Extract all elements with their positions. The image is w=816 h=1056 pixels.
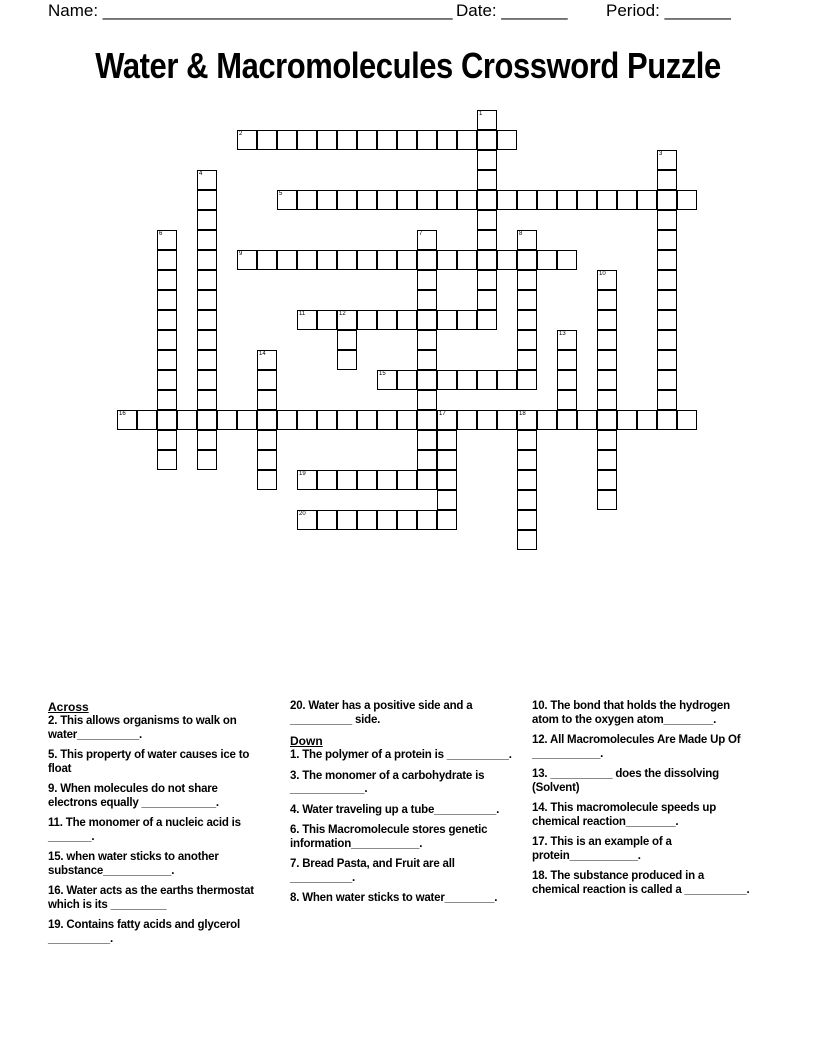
clue-number: 18. bbox=[532, 870, 548, 882]
crossword-cell[interactable] bbox=[157, 350, 177, 370]
crossword-cell[interactable] bbox=[657, 330, 677, 350]
clue-number: 2. bbox=[48, 715, 58, 727]
crossword-cell[interactable] bbox=[397, 470, 417, 490]
crossword-cell[interactable] bbox=[477, 210, 497, 230]
crossword-cell[interactable] bbox=[377, 510, 397, 530]
crossword-cell[interactable] bbox=[197, 250, 217, 270]
section-heading-down: Down bbox=[290, 734, 323, 748]
crossword-cell[interactable] bbox=[537, 250, 557, 270]
crossword-cell[interactable] bbox=[297, 510, 317, 530]
crossword-cell[interactable] bbox=[457, 250, 477, 270]
name-field-label[interactable]: Name: _____________________________________ bbox=[48, 1, 453, 20]
crossword-cell[interactable] bbox=[617, 190, 637, 210]
crossword-cell[interactable] bbox=[197, 450, 217, 470]
cell-number: 15 bbox=[379, 371, 386, 377]
clue-item bbox=[532, 836, 754, 863]
clue-item bbox=[532, 734, 754, 761]
clue-text: This Macromolecule stores genetic information___________. bbox=[290, 824, 488, 850]
clue-item bbox=[532, 768, 754, 795]
crossword-cell[interactable] bbox=[657, 390, 677, 410]
crossword-cell[interactable] bbox=[657, 230, 677, 250]
clue-item bbox=[290, 804, 512, 818]
crossword-cell[interactable] bbox=[677, 190, 697, 210]
crossword-cell[interactable] bbox=[377, 470, 397, 490]
crossword-cell[interactable] bbox=[357, 310, 377, 330]
crossword-cell[interactable] bbox=[497, 130, 517, 150]
period-field-label[interactable]: Period: _______ bbox=[606, 1, 731, 20]
crossword-cell[interactable] bbox=[317, 470, 337, 490]
crossword-cell[interactable] bbox=[157, 310, 177, 330]
cell-number: 5 bbox=[279, 191, 283, 197]
crossword-cell[interactable] bbox=[337, 250, 357, 270]
clue-item bbox=[48, 817, 270, 844]
crossword-cell[interactable] bbox=[537, 410, 557, 430]
crossword-cell[interactable] bbox=[377, 190, 397, 210]
clue-item bbox=[532, 700, 754, 727]
crossword-cell[interactable] bbox=[217, 410, 237, 430]
cell-number: 11 bbox=[299, 311, 306, 317]
crossword-cell[interactable] bbox=[477, 250, 497, 270]
crossword-cell[interactable] bbox=[417, 390, 437, 410]
crossword-cell[interactable] bbox=[597, 270, 617, 290]
crossword-cell[interactable] bbox=[517, 370, 537, 390]
crossword-cell[interactable] bbox=[417, 130, 437, 150]
crossword-cell[interactable] bbox=[517, 230, 537, 250]
crossword-cell[interactable] bbox=[437, 430, 457, 450]
crossword-cell[interactable] bbox=[437, 490, 457, 510]
page-title: Water & Macromolecules Crossword Puzzle bbox=[95, 45, 721, 86]
crossword-cell[interactable] bbox=[657, 410, 677, 430]
crossword-cell[interactable] bbox=[597, 390, 617, 410]
crossword-cell[interactable] bbox=[397, 190, 417, 210]
crossword-cell[interactable] bbox=[597, 370, 617, 390]
crossword-cell[interactable] bbox=[477, 170, 497, 190]
clue-text: This is an example of a protein___________. bbox=[532, 836, 672, 862]
crossword-cell[interactable] bbox=[517, 490, 537, 510]
crossword-cell[interactable] bbox=[417, 450, 437, 470]
crossword-cell[interactable] bbox=[437, 410, 457, 430]
clue-number: 4. bbox=[290, 803, 300, 816]
crossword-cell[interactable] bbox=[537, 190, 557, 210]
clue-text: __________ does the dissolving (Solvent) bbox=[532, 768, 719, 794]
crossword-cell[interactable] bbox=[557, 350, 577, 370]
clue-text: When molecules do not share electrons equally ____________. bbox=[48, 783, 219, 809]
crossword-cell[interactable] bbox=[597, 190, 617, 210]
crossword-cell[interactable] bbox=[397, 310, 417, 330]
crossword-cell[interactable] bbox=[517, 510, 537, 530]
cell-number: 6 bbox=[159, 231, 163, 237]
crossword-cell[interactable] bbox=[597, 490, 617, 510]
crossword-cell[interactable] bbox=[657, 210, 677, 230]
clue-text: The substance produced in a chemical reaction is called a __________. bbox=[532, 870, 750, 896]
cell-number: 9 bbox=[239, 251, 243, 257]
crossword-cell[interactable] bbox=[237, 250, 257, 270]
crossword-cell[interactable] bbox=[517, 330, 537, 350]
crossword-cell[interactable] bbox=[317, 130, 337, 150]
crossword-cell[interactable] bbox=[417, 310, 437, 330]
crossword-cell[interactable] bbox=[377, 250, 397, 270]
crossword-cell[interactable] bbox=[457, 410, 477, 430]
clue-number: 17. bbox=[532, 836, 548, 848]
crossword-cell[interactable] bbox=[117, 410, 137, 430]
crossword-cell[interactable] bbox=[317, 310, 337, 330]
crossword-cell[interactable] bbox=[417, 470, 437, 490]
clue-item bbox=[290, 892, 512, 906]
clue-number: 3. bbox=[290, 769, 300, 782]
crossword-cell[interactable] bbox=[357, 510, 377, 530]
crossword-cell[interactable] bbox=[357, 190, 377, 210]
crossword-cell[interactable] bbox=[157, 370, 177, 390]
clue-number: 14. bbox=[532, 802, 548, 814]
crossword-cell[interactable] bbox=[517, 190, 537, 210]
crossword-cell[interactable] bbox=[417, 250, 437, 270]
cell-number: 17 bbox=[439, 411, 446, 417]
clue-item bbox=[48, 715, 270, 742]
crossword-cell[interactable] bbox=[337, 190, 357, 210]
cell-number: 8 bbox=[519, 231, 523, 237]
clues-column-3 bbox=[532, 700, 754, 904]
crossword-cell[interactable] bbox=[157, 410, 177, 430]
clue-text: Contains fatty acids and glycerol __________. bbox=[48, 919, 241, 945]
clue-item bbox=[48, 851, 270, 878]
crossword-cell[interactable] bbox=[197, 430, 217, 450]
crossword-cell[interactable] bbox=[657, 290, 677, 310]
crossword-cell[interactable] bbox=[297, 410, 317, 430]
crossword-cell[interactable] bbox=[517, 250, 537, 270]
clue-text: Water acts as the earths thermostat which is its _________ bbox=[48, 885, 254, 911]
crossword-cell[interactable] bbox=[557, 370, 577, 390]
clue-number: 19. bbox=[48, 919, 64, 931]
clue-text: This allows organisms to walk on water__________. bbox=[48, 715, 237, 741]
crossword-cell[interactable] bbox=[417, 410, 437, 430]
crossword-cell[interactable] bbox=[337, 410, 357, 430]
crossword-cell[interactable] bbox=[277, 190, 297, 210]
crossword-cell[interactable] bbox=[437, 370, 457, 390]
crossword-cell[interactable] bbox=[437, 190, 457, 210]
clue-number: 16. bbox=[48, 885, 64, 897]
crossword-cell[interactable] bbox=[477, 150, 497, 170]
crossword-cell[interactable] bbox=[257, 130, 277, 150]
crossword-cell[interactable] bbox=[337, 470, 357, 490]
crossword-cell[interactable] bbox=[397, 510, 417, 530]
clue-number: 9. bbox=[48, 783, 58, 795]
crossword-cell[interactable] bbox=[337, 310, 357, 330]
crossword-cell[interactable] bbox=[597, 450, 617, 470]
crossword-cell[interactable] bbox=[337, 130, 357, 150]
crossword-cell[interactable] bbox=[637, 410, 657, 430]
cell-number: 12 bbox=[339, 311, 346, 317]
crossword-cell[interactable] bbox=[417, 510, 437, 530]
crossword-cell[interactable] bbox=[417, 190, 437, 210]
crossword-cell[interactable] bbox=[477, 270, 497, 290]
clue-text: The polymer of a protein is __________. bbox=[302, 749, 512, 761]
crossword-cell[interactable] bbox=[397, 250, 417, 270]
crossword-cell[interactable] bbox=[517, 310, 537, 330]
crossword-cell[interactable] bbox=[357, 130, 377, 150]
crossword-cell[interactable] bbox=[157, 450, 177, 470]
cell-number: 10 bbox=[599, 271, 606, 277]
clue-item bbox=[290, 749, 512, 763]
crossword-cell[interactable] bbox=[257, 370, 277, 390]
crossword-cell[interactable] bbox=[657, 190, 677, 210]
crossword-cell[interactable] bbox=[297, 310, 317, 330]
crossword-cell[interactable] bbox=[597, 410, 617, 430]
crossword-cell[interactable] bbox=[157, 250, 177, 270]
crossword-cell[interactable] bbox=[277, 410, 297, 430]
crossword-cell[interactable] bbox=[477, 310, 497, 330]
crossword-cell[interactable] bbox=[157, 330, 177, 350]
crossword-cell[interactable] bbox=[257, 350, 277, 370]
crossword-cell[interactable] bbox=[297, 250, 317, 270]
crossword-cell[interactable] bbox=[497, 370, 517, 390]
crossword-cell[interactable] bbox=[597, 350, 617, 370]
crossword-cell[interactable] bbox=[577, 410, 597, 430]
crossword-cell[interactable] bbox=[397, 410, 417, 430]
crossword-cell[interactable] bbox=[377, 310, 397, 330]
crossword-cell[interactable] bbox=[597, 330, 617, 350]
crossword-cell[interactable] bbox=[437, 250, 457, 270]
clue-item bbox=[290, 700, 512, 727]
clue-number: 20. bbox=[290, 700, 306, 712]
crossword-cell[interactable] bbox=[437, 510, 457, 530]
crossword-cell[interactable] bbox=[517, 410, 537, 430]
crossword-cell[interactable] bbox=[377, 130, 397, 150]
crossword-cell[interactable] bbox=[517, 470, 537, 490]
clue-text: Water has a positive side and a __________ side. bbox=[290, 700, 473, 726]
crossword-cell[interactable] bbox=[257, 470, 277, 490]
crossword-cell[interactable] bbox=[137, 410, 157, 430]
clue-number: 1. bbox=[290, 749, 300, 761]
crossword-cell[interactable] bbox=[477, 410, 497, 430]
crossword-cell[interactable] bbox=[177, 410, 197, 430]
crossword-cell[interactable] bbox=[197, 190, 217, 210]
crossword-cell[interactable] bbox=[657, 270, 677, 290]
cell-number: 7 bbox=[419, 231, 423, 237]
crossword-cell[interactable] bbox=[477, 370, 497, 390]
section-heading-across: Across bbox=[48, 700, 89, 714]
cell-number: 20 bbox=[299, 511, 306, 517]
cell-number: 16 bbox=[119, 411, 126, 417]
clue-number: 7. bbox=[290, 858, 300, 870]
crossword-cell[interactable] bbox=[357, 250, 377, 270]
crossword-cell[interactable] bbox=[417, 350, 437, 370]
crossword-cell[interactable] bbox=[297, 470, 317, 490]
crossword-cell[interactable] bbox=[557, 190, 577, 210]
crossword-cell[interactable] bbox=[397, 370, 417, 390]
cell-number: 1 bbox=[479, 111, 483, 117]
crossword-cell[interactable] bbox=[557, 330, 577, 350]
crossword-cell[interactable] bbox=[517, 530, 537, 550]
clue-number: 11. bbox=[48, 817, 63, 829]
crossword-cell[interactable] bbox=[257, 430, 277, 450]
crossword-cell[interactable] bbox=[437, 470, 457, 490]
clue-text: The monomer of a carbohydrate is ____________. bbox=[290, 769, 485, 795]
crossword-cell[interactable] bbox=[237, 130, 257, 150]
clue-item bbox=[48, 885, 270, 912]
crossword-cell[interactable] bbox=[317, 190, 337, 210]
crossword-cell[interactable] bbox=[477, 230, 497, 250]
clue-number: 15. bbox=[48, 851, 64, 863]
crossword-cell[interactable] bbox=[557, 410, 577, 430]
clues-column-2 bbox=[290, 700, 512, 913]
crossword-cell[interactable] bbox=[497, 250, 517, 270]
crossword-cell[interactable] bbox=[657, 370, 677, 390]
clue-item bbox=[48, 783, 270, 810]
crossword-cell[interactable] bbox=[157, 390, 177, 410]
clue-text: Bread Pasta, and Fruit are all __________. bbox=[290, 858, 455, 884]
crossword-cell[interactable] bbox=[157, 230, 177, 250]
crossword-cell[interactable] bbox=[477, 130, 497, 150]
cell-number: 3 bbox=[659, 151, 663, 157]
crossword-cell[interactable] bbox=[257, 390, 277, 410]
clue-text: when water sticks to another substance___________. bbox=[48, 851, 219, 877]
crossword-cell[interactable] bbox=[197, 410, 217, 430]
crossword-cell[interactable] bbox=[657, 350, 677, 370]
crossword-cell[interactable] bbox=[377, 410, 397, 430]
crossword-cell[interactable] bbox=[297, 130, 317, 150]
crossword-cell[interactable] bbox=[457, 310, 477, 330]
crossword-cell[interactable] bbox=[517, 290, 537, 310]
crossword-cell[interactable] bbox=[437, 450, 457, 470]
crossword-cell[interactable] bbox=[497, 410, 517, 430]
clue-text: Water traveling up a tube__________. bbox=[302, 803, 500, 816]
crossword-cell[interactable] bbox=[517, 350, 537, 370]
crossword-cell[interactable] bbox=[617, 410, 637, 430]
clue-item bbox=[290, 858, 512, 885]
crossword-cell[interactable] bbox=[417, 430, 437, 450]
crossword-cell[interactable] bbox=[597, 310, 617, 330]
student-info-line bbox=[48, 0, 768, 22]
crossword-cell[interactable] bbox=[317, 510, 337, 530]
crossword-cell[interactable] bbox=[157, 430, 177, 450]
clue-item bbox=[48, 749, 270, 776]
cell-number: 18 bbox=[519, 411, 526, 417]
clue-text: When water sticks to water________. bbox=[302, 892, 498, 904]
crossword-cell[interactable] bbox=[197, 230, 217, 250]
crossword-cell[interactable] bbox=[337, 330, 357, 350]
crossword-cell[interactable] bbox=[197, 350, 217, 370]
cell-number: 19 bbox=[299, 471, 306, 477]
crossword-cell[interactable] bbox=[257, 250, 277, 270]
crossword-cell[interactable] bbox=[357, 470, 377, 490]
crossword-cell[interactable] bbox=[417, 290, 437, 310]
crossword-cell[interactable] bbox=[337, 350, 357, 370]
crossword-cell[interactable] bbox=[557, 250, 577, 270]
crossword-cell[interactable] bbox=[417, 230, 437, 250]
crossword-cell[interactable] bbox=[597, 290, 617, 310]
crossword-cell[interactable] bbox=[277, 130, 297, 150]
crossword-cell[interactable] bbox=[517, 430, 537, 450]
crossword-cell[interactable] bbox=[477, 110, 497, 130]
crossword-cell[interactable] bbox=[557, 390, 577, 410]
clues-column-1 bbox=[48, 700, 270, 953]
clue-number: 12. bbox=[532, 734, 548, 746]
clue-text: This macromolecule speeds up chemical reaction________. bbox=[532, 802, 717, 828]
crossword-cell[interactable] bbox=[197, 270, 217, 290]
clue-number: 5. bbox=[48, 749, 58, 761]
clue-text: The monomer of a nucleic acid is _______. bbox=[48, 817, 241, 843]
crossword-cell[interactable] bbox=[417, 370, 437, 390]
clue-item bbox=[532, 802, 754, 829]
crossword-cell[interactable] bbox=[197, 330, 217, 350]
clue-item bbox=[532, 870, 754, 897]
crossword-cell[interactable] bbox=[477, 190, 497, 210]
crossword-cell[interactable] bbox=[257, 450, 277, 470]
clue-number: 13. bbox=[532, 768, 548, 780]
crossword-cell[interactable] bbox=[297, 190, 317, 210]
crossword-cell[interactable] bbox=[337, 510, 357, 530]
crossword-cell[interactable] bbox=[277, 250, 297, 270]
clue-text: The bond that holds the hydrogen atom to the oxygen atom________. bbox=[532, 700, 730, 726]
clue-number: 10. bbox=[532, 700, 548, 712]
crossword-cell[interactable] bbox=[477, 290, 497, 310]
crossword-cell[interactable] bbox=[657, 250, 677, 270]
crossword-cell[interactable] bbox=[457, 370, 477, 390]
crossword-cell[interactable] bbox=[257, 410, 277, 430]
crossword-cell[interactable] bbox=[657, 150, 677, 170]
clue-text: This property of water causes ice to float bbox=[48, 749, 250, 775]
crossword-cell[interactable] bbox=[197, 390, 217, 410]
crossword-cell[interactable] bbox=[197, 170, 217, 190]
crossword-cell[interactable] bbox=[437, 310, 457, 330]
crossword-cell[interactable] bbox=[677, 410, 697, 430]
clue-item bbox=[290, 770, 512, 797]
clue-number: 6. bbox=[290, 824, 300, 836]
clue-item bbox=[290, 824, 512, 851]
crossword-cell[interactable] bbox=[417, 270, 437, 290]
cell-number: 4 bbox=[199, 171, 203, 177]
cell-number: 2 bbox=[239, 131, 243, 137]
crossword-cell[interactable] bbox=[317, 250, 337, 270]
cell-number: 13 bbox=[559, 331, 566, 337]
crossword-cell[interactable] bbox=[597, 470, 617, 490]
crossword-cell[interactable] bbox=[517, 270, 537, 290]
crossword-cell[interactable] bbox=[197, 210, 217, 230]
crossword-cell[interactable] bbox=[457, 130, 477, 150]
cell-number: 14 bbox=[259, 351, 266, 357]
crossword-cell[interactable] bbox=[197, 370, 217, 390]
crossword-cell[interactable] bbox=[497, 190, 517, 210]
crossword-cell[interactable] bbox=[357, 410, 377, 430]
clue-item bbox=[48, 919, 270, 946]
crossword-cell[interactable] bbox=[657, 310, 677, 330]
crossword-cell[interactable] bbox=[517, 450, 537, 470]
crossword-cell[interactable] bbox=[237, 410, 257, 430]
crossword-cell[interactable] bbox=[397, 130, 417, 150]
date-field-label[interactable]: Date: _______ bbox=[456, 1, 568, 20]
crossword-cell[interactable] bbox=[377, 370, 397, 390]
crossword-cell[interactable] bbox=[437, 130, 457, 150]
crossword-cell[interactable] bbox=[197, 290, 217, 310]
crossword-cell[interactable] bbox=[457, 190, 477, 210]
crossword-cell[interactable] bbox=[577, 190, 597, 210]
crossword-cell[interactable] bbox=[157, 290, 177, 310]
crossword-cell[interactable] bbox=[317, 410, 337, 430]
crossword-cell[interactable] bbox=[197, 310, 217, 330]
clue-text: All Macromolecules Are Made Up Of ___________. bbox=[532, 734, 741, 760]
crossword-cell[interactable] bbox=[657, 170, 677, 190]
crossword-cell[interactable] bbox=[597, 430, 617, 450]
clue-number: 8. bbox=[290, 892, 300, 904]
crossword-cell[interactable] bbox=[637, 190, 657, 210]
crossword-cell[interactable] bbox=[157, 270, 177, 290]
crossword-cell[interactable] bbox=[417, 330, 437, 350]
